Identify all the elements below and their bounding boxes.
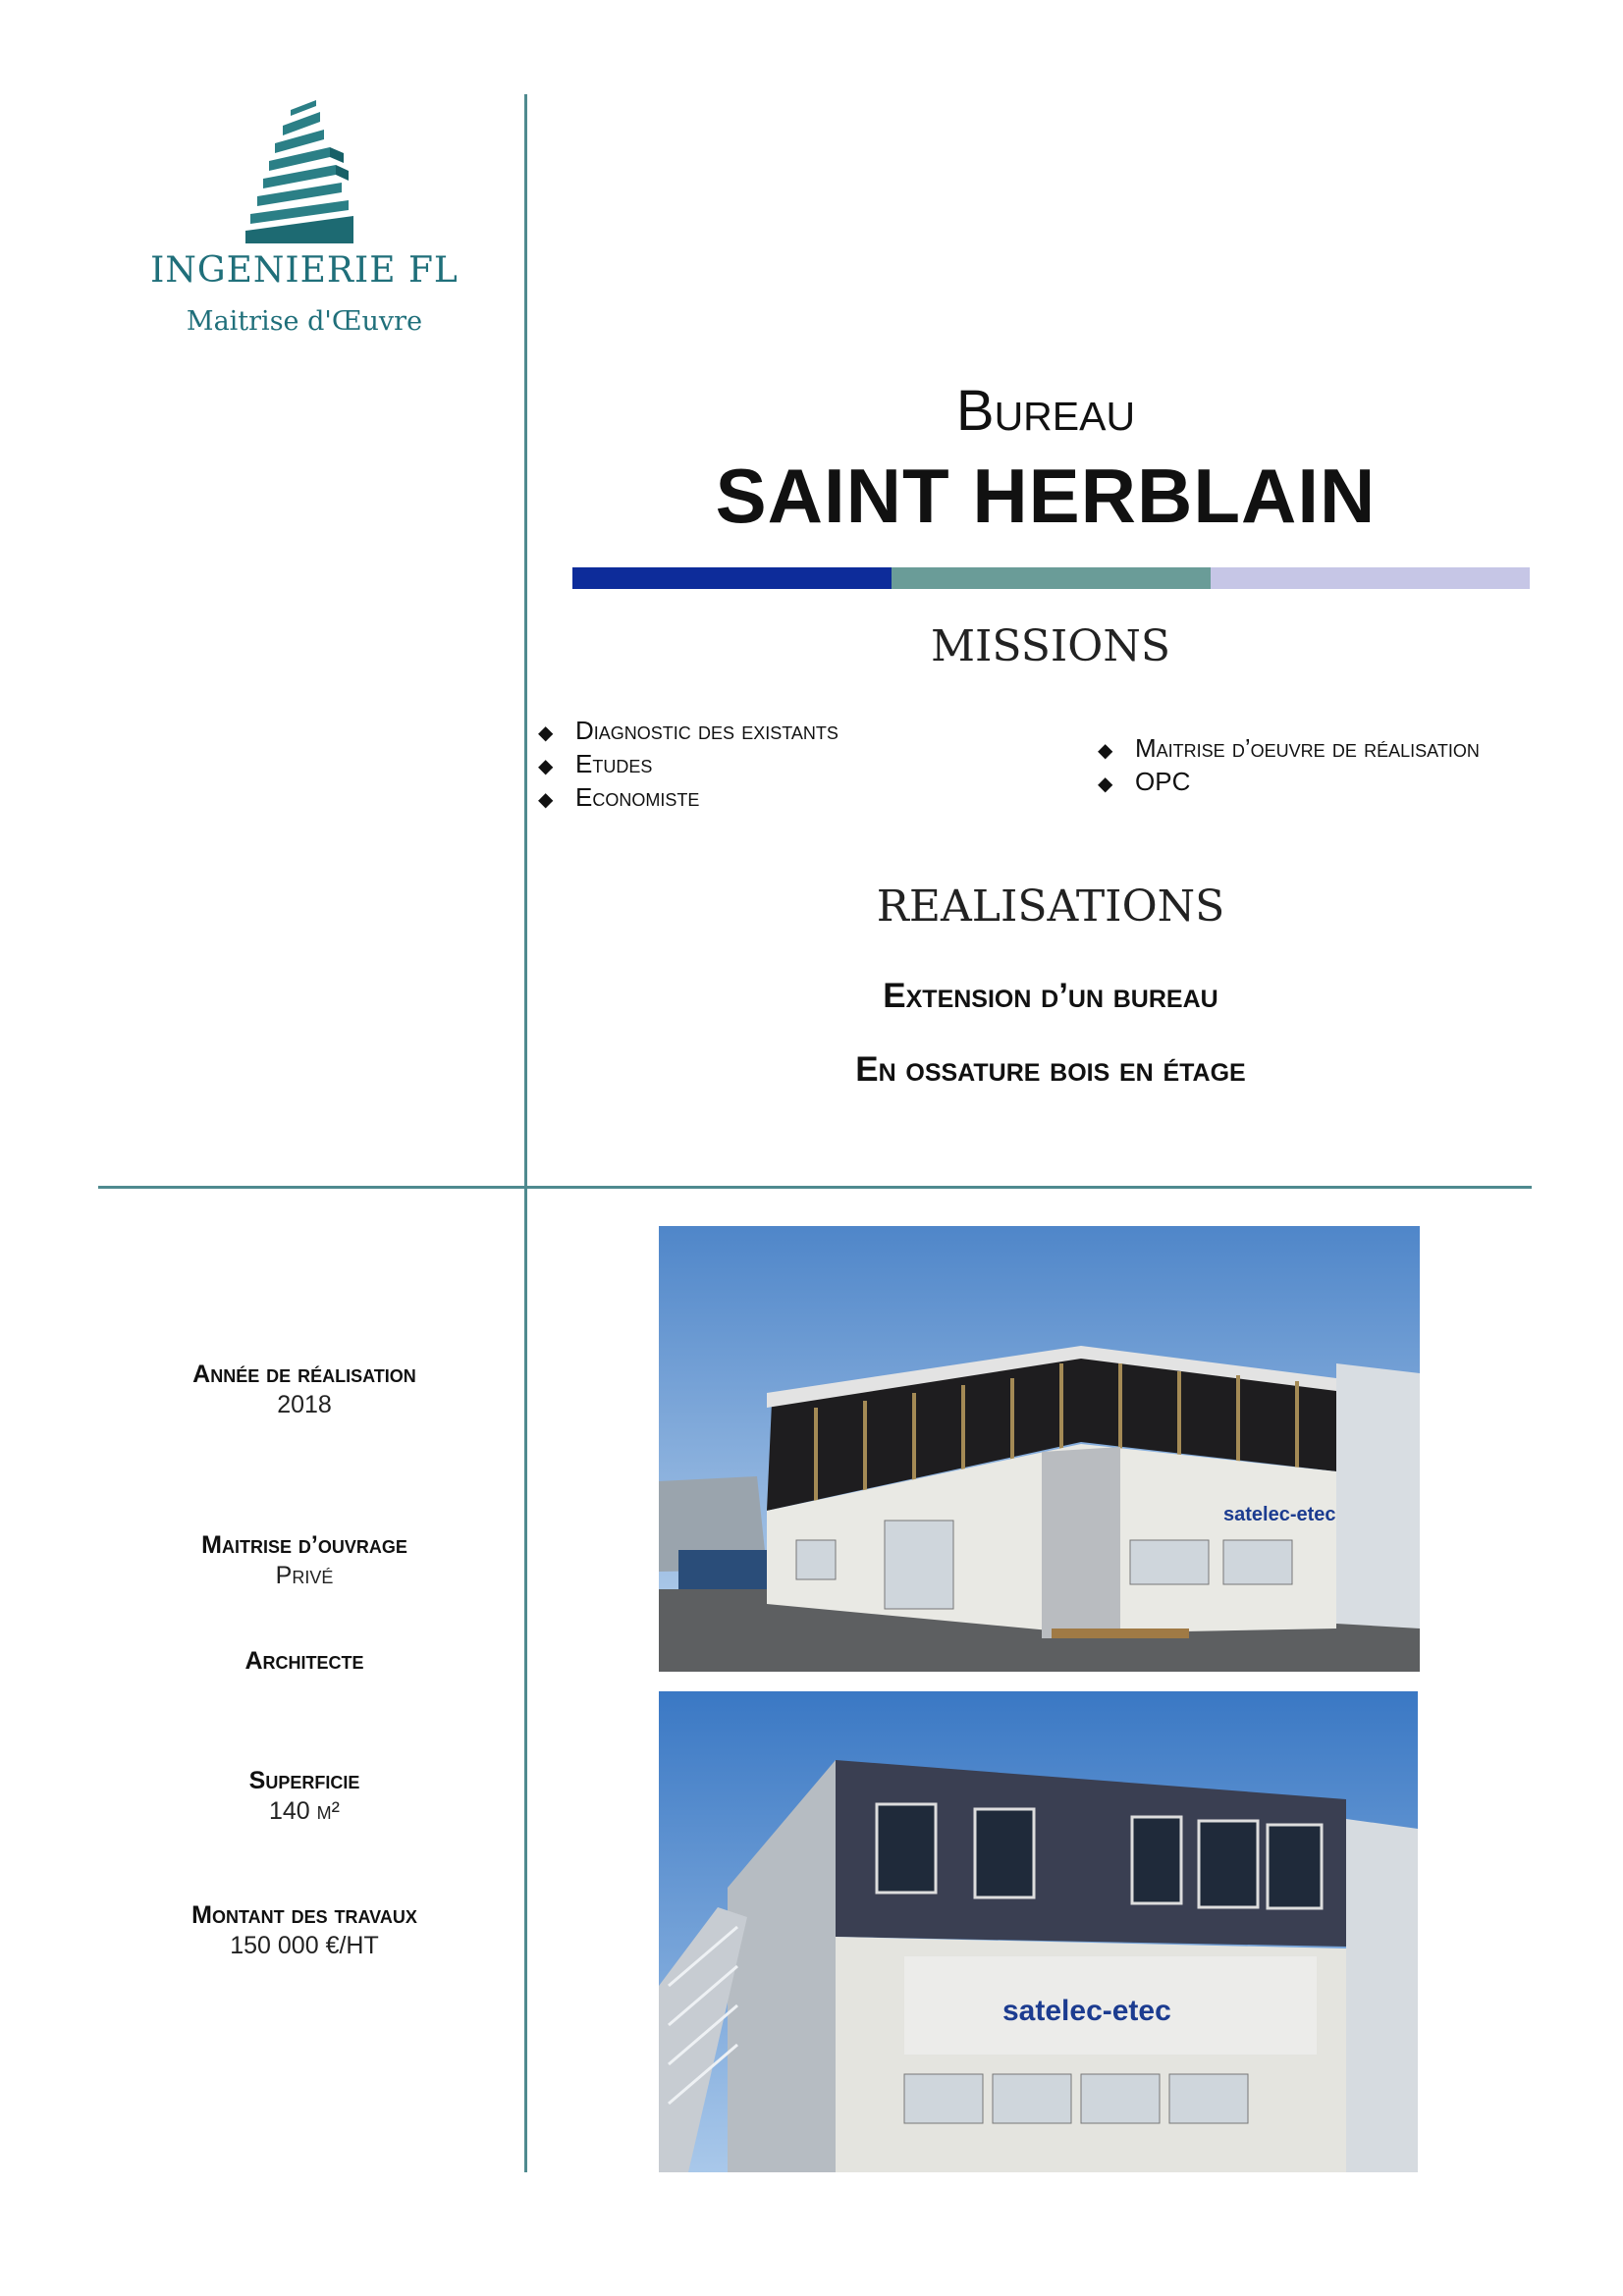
diamond-bullet-icon: ◆: [1098, 740, 1113, 762]
realisation-line-1: Extension d’un bureau: [883, 977, 1218, 1015]
list-item: ◆ OPC: [1098, 765, 1480, 798]
info-architecte: [98, 1647, 511, 1676]
montant-value: 150 000 €/HT: [230, 1932, 379, 1959]
montant-label: Montant des travaux: [191, 1901, 417, 1929]
photo-finished-building: [659, 1691, 1418, 2172]
list-item: ◆ Maitrise d’oeuvre de réalisation: [1098, 731, 1480, 765]
company-name: INGENIERIE FL: [150, 250, 459, 291]
sign-text: satelec-etec: [1002, 1995, 1171, 2027]
horizontal-divider: [98, 1186, 1532, 1189]
bar-segment-lavender: [1211, 567, 1530, 589]
superficie-value: 140 m²: [269, 1797, 340, 1825]
missions-list-right: [1098, 731, 1480, 798]
vertical-divider: [524, 94, 527, 2172]
photo-construction: [659, 1226, 1420, 1672]
missions-list-left: [538, 714, 839, 814]
diamond-bullet-icon: ◆: [538, 756, 554, 777]
architecte-label: Architecte: [244, 1647, 364, 1675]
info-superficie: [98, 1767, 511, 1826]
company-logo-building-icon: [236, 98, 363, 245]
bar-segment-dark-blue: [572, 567, 892, 589]
diamond-bullet-icon: ◆: [538, 789, 554, 811]
company-subtitle: Maitrise d'Œuvre: [186, 306, 423, 337]
list-item: ◆ Diagnostic des existants: [538, 714, 839, 747]
info-montant: [98, 1901, 511, 1960]
page-title-line1: Bureau: [955, 379, 1136, 443]
page-title-line2: SAINT HERBLAIN: [715, 453, 1377, 539]
superficie-label: Superficie: [248, 1767, 360, 1794]
diamond-bullet-icon: ◆: [538, 722, 554, 744]
sign-text: satelec-etec: [1223, 1504, 1336, 1525]
missions-heading: MISSIONS: [930, 621, 1171, 671]
info-maitrise: [98, 1531, 511, 1590]
list-item: ◆ Etudes: [538, 747, 839, 780]
maitrise-label: Maitrise d’ouvrage: [201, 1531, 407, 1559]
realisations-heading: REALISATIONS: [876, 881, 1225, 932]
list-item: ◆ Economiste: [538, 780, 839, 814]
bar-segment-teal: [892, 567, 1211, 589]
realisation-line-2: En ossature bois en étage: [855, 1050, 1246, 1089]
diamond-bullet-icon: ◆: [1098, 774, 1113, 795]
annee-label: Année de réalisation: [192, 1361, 416, 1388]
tricolor-bar: [572, 567, 1530, 589]
maitrise-value: Privé: [275, 1562, 334, 1589]
info-annee: [98, 1361, 511, 1419]
annee-value: 2018: [277, 1391, 332, 1418]
